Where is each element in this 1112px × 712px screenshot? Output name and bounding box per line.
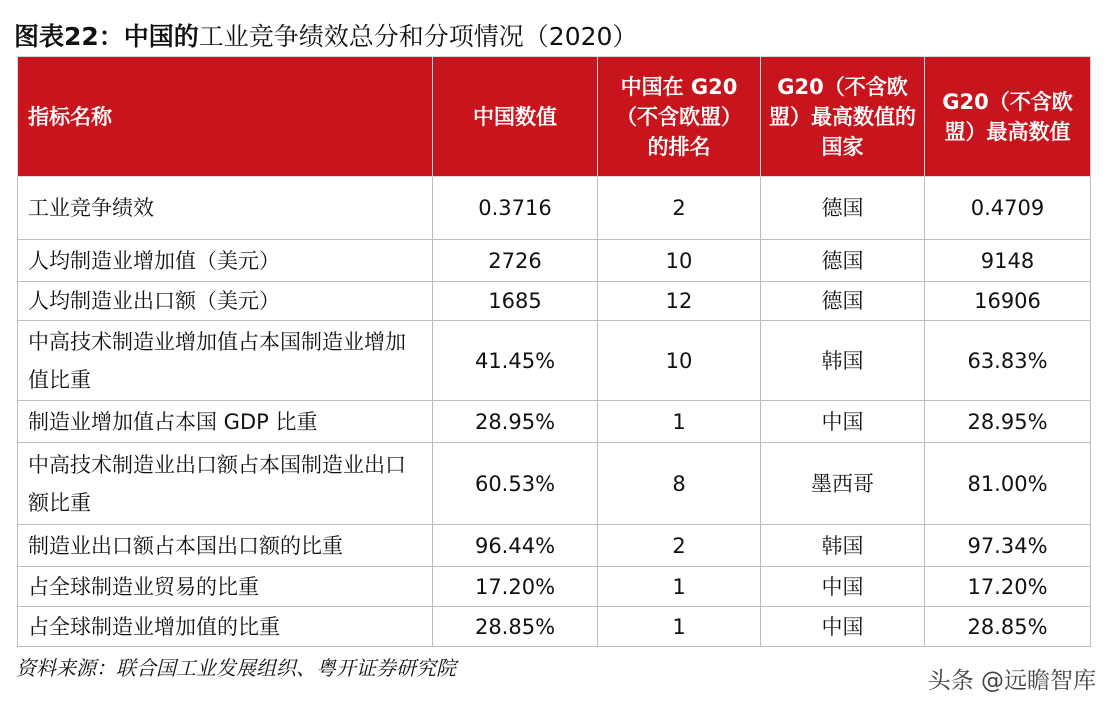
header-top-country: G20（不含欧盟）最高数值的国家 (761, 57, 925, 177)
china-value-cell: 0.3716 (433, 177, 598, 240)
top-country-cell: 德国 (761, 240, 925, 282)
indicator-name-cell: 占全球制造业增加值的比重 (18, 607, 433, 647)
china-value-cell: 17.20% (433, 567, 598, 607)
title-rest: 工业竞争绩效总分和分项情况（2020） (198, 22, 638, 51)
china-rank-cell: 10 (598, 240, 761, 282)
table-header-row (18, 57, 1091, 177)
indicator-name-cell: 工业竞争绩效 (18, 177, 433, 240)
table-row (18, 443, 1091, 525)
table-body (18, 177, 1091, 647)
table-row (18, 282, 1091, 321)
top-country-cell: 韩国 (761, 525, 925, 567)
china-rank-cell: 10 (598, 321, 761, 401)
top-value-cell: 81.00% (925, 443, 1091, 525)
top-value-cell: 63.83% (925, 321, 1091, 401)
china-rank-cell: 2 (598, 525, 761, 567)
china-value-cell: 1685 (433, 282, 598, 321)
indicator-table (17, 56, 1091, 647)
china-value-cell: 28.85% (433, 607, 598, 647)
indicator-name-cell: 制造业出口额占本国出口额的比重 (18, 525, 433, 567)
china-value-cell: 28.95% (433, 401, 598, 443)
china-value-cell: 60.53% (433, 443, 598, 525)
watermark: 头条 @远瞻智库 (927, 668, 1096, 694)
indicator-name-cell: 中高技术制造业出口额占本国制造业出口额比重 (18, 443, 433, 525)
top-country-cell: 墨西哥 (761, 443, 925, 525)
china-rank-cell: 12 (598, 282, 761, 321)
china-rank-cell: 1 (598, 567, 761, 607)
top-value-cell: 9148 (925, 240, 1091, 282)
top-country-cell: 德国 (761, 282, 925, 321)
top-value-cell: 97.34% (925, 525, 1091, 567)
table-row (18, 525, 1091, 567)
table-row (18, 567, 1091, 607)
china-rank-cell: 1 (598, 401, 761, 443)
top-country-cell: 韩国 (761, 321, 925, 401)
top-value-cell: 0.4709 (925, 177, 1091, 240)
title-prefix: 图表22：中国的 (14, 22, 199, 51)
indicator-name-cell: 中高技术制造业增加值占本国制造业增加值比重 (18, 321, 433, 401)
indicator-name-cell: 人均制造业出口额（美元） (18, 282, 433, 321)
china-value-cell: 96.44% (433, 525, 598, 567)
top-value-cell: 17.20% (925, 567, 1091, 607)
top-country-cell: 中国 (761, 401, 925, 443)
header-top-value: G20（不含欧盟）最高数值 (925, 57, 1091, 177)
china-value-cell: 41.45% (433, 321, 598, 401)
table-row (18, 177, 1091, 240)
header-china-value: 中国数值 (433, 57, 598, 177)
top-country-cell: 中国 (761, 567, 925, 607)
header-indicator-name: 指标名称 (18, 57, 433, 177)
china-rank-cell: 2 (598, 177, 761, 240)
table-row (18, 401, 1091, 443)
header-china-rank: 中国在 G20（不含欧盟）的排名 (598, 57, 761, 177)
table-row (18, 321, 1091, 401)
top-country-cell: 中国 (761, 607, 925, 647)
indicator-name-cell: 人均制造业增加值（美元） (18, 240, 433, 282)
source-note: 资料来源：联合国工业发展组织、粤开证券研究院 (16, 656, 456, 680)
china-rank-cell: 8 (598, 443, 761, 525)
top-country-cell: 德国 (761, 177, 925, 240)
top-value-cell: 28.85% (925, 607, 1091, 647)
table-row (18, 240, 1091, 282)
china-value-cell: 2726 (433, 240, 598, 282)
page-title (14, 20, 637, 54)
indicator-name-cell: 制造业增加值占本国 GDP 比重 (18, 401, 433, 443)
indicator-name-cell: 占全球制造业贸易的比重 (18, 567, 433, 607)
top-value-cell: 28.95% (925, 401, 1091, 443)
china-rank-cell: 1 (598, 607, 761, 647)
table-row (18, 607, 1091, 647)
top-value-cell: 16906 (925, 282, 1091, 321)
